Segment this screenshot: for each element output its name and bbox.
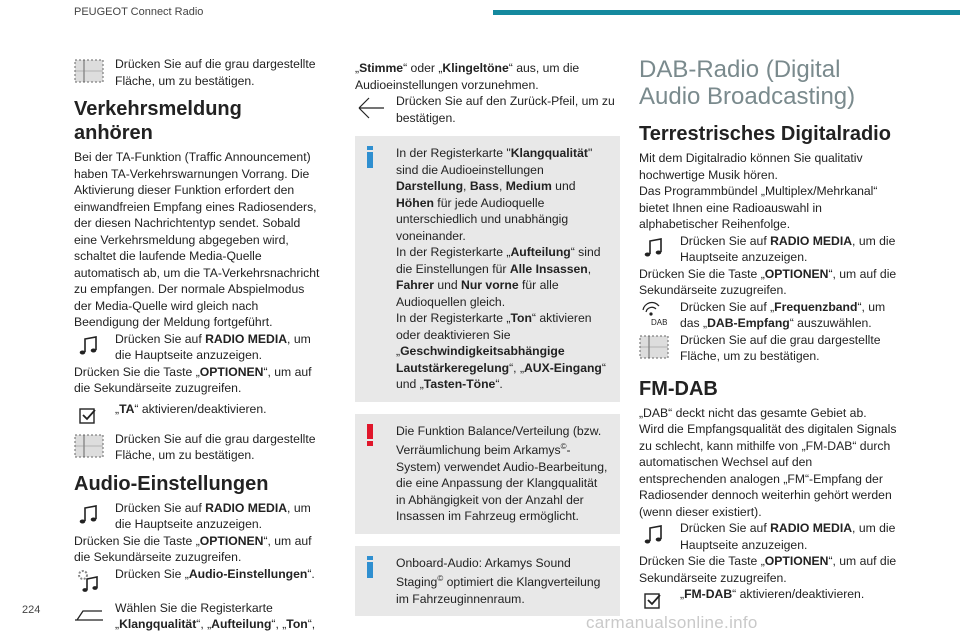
page-number: 224: [22, 604, 41, 616]
options-text: Drücken Sie die Taste „OPTIONEN“, um auf die Sekundärseite zuzugreifen.: [74, 364, 312, 395]
instruction-grey-area-2: Drücken Sie auf die grau dargestellte Fläche, um zu bestätigen.: [74, 431, 324, 464]
music-note-icon: [74, 331, 104, 361]
column-middle: [355, 60, 620, 616]
instruction-radio-media: Drücken Sie auf RADIO MEDIA, um die Hauptseite anzuzeigen.: [74, 331, 324, 364]
svg-text:DAB: DAB: [651, 317, 668, 327]
info-note-audio: In der Registerkarte "Klangqualität" sind die Audioeinstellungen Darstellung, Bass, Medium und Höhen für jede Audioquelle unterschiedlich und unabhängig voneinander. In der Registerkarte „Aufteilung“ sind die Einstellungen für Alle Insassen, Fahrer und Nur vorne für alle Audioquellen gleich. In der Registerkarte „Ton“ aktivieren oder deaktivieren Sie „Geschwindigkeitsabhängige Lautstärkeregelung“, „AUX-Eingang“ und „Tasten-Töne“.: [355, 136, 620, 402]
music-note-icon: [639, 520, 669, 550]
options-text-2: Drücken Sie die Taste „OPTIONEN“, um auf die Sekundärseite zuzugreifen.: [74, 533, 312, 564]
header-accent-bar: [493, 10, 960, 15]
options-text-4: Drücken Sie die Taste „OPTIONEN“, um auf die Sekundärseite zuzugreifen.: [639, 554, 897, 585]
instruction-select-tab: Wählen Sie die Registerkarte „Klangqualität“, „Aufteilung“, „Ton“,: [74, 600, 324, 633]
back-arrow-icon: [355, 93, 385, 123]
heading-audio: Audio-Einstellungen: [74, 472, 269, 495]
running-header: PEUGEOT Connect Radio: [74, 6, 204, 18]
column-left: [74, 56, 324, 633]
instruction-back-arrow: Drücken Sie auf den Zurück-Pfeil, um zu bestätigen.: [355, 93, 620, 126]
continued-text: „Stimme“ oder „Klingeltöne“ aus, um die Audioeinstellungen vorzunehmen.: [355, 61, 580, 92]
heading-terrestrial: Terrestrisches Digitalradio: [639, 123, 891, 145]
music-note-icon: [74, 500, 104, 530]
grey-area-icon: [639, 332, 669, 362]
settings-music-icon: [74, 566, 104, 596]
instruction-radio-media-4: Drücken Sie auf RADIO MEDIA, um die Hauptseite anzuzeigen.: [639, 520, 901, 553]
traffic-paragraph: Bei der TA-Funktion (Traffic Announcement) haben TA-Verkehrswarnungen Vorrang. Die Aktivierung dieser Funktion erfordert den einwandfreien Empfang eines Radiosenders, der diesen Nachrichtentyp sendet. Sobald eine Verkehrsmeldung abgegeben wird, schaltet die laufende Media-Quelle automatisch ab, um die TA-Verkehrsnachricht zu empfangen. Der normale Abspielmodus der Media-Quelle wird gleich nach Beendigung der Meldung fortgeführt.: [74, 150, 320, 329]
dab-signal-icon: [639, 299, 669, 329]
checkbox-icon: [639, 586, 669, 616]
instruction-fmdab-toggle: „FM-DAB“ aktivieren/deaktivieren.: [639, 586, 901, 610]
terrestrial-paragraph: Mit dem Digitalradio können Sie qualitativ hochwertige Musik hören. Das Programmbündel „Multiplex/Mehrkanal“ bietet Ihnen eine Radioauswahl in alphabetischer Reihenfolge.: [639, 151, 878, 231]
instruction-audio-settings: Drücken Sie „Audio-Einstellungen“.: [74, 566, 324, 590]
warning-note-balance: Die Funktion Balance/Verteilung (bzw. Verräumlichung beim Arkamys©-System) verwendet Audio-Bearbeitung, die eine Anpassung der Klangqualität in Abhängigkeit von der Anzahl der Insassen im Fahrzeug ermöglicht.: [355, 414, 620, 534]
instruction-grey-area: Drücken Sie auf die grau dargestellte Fläche, um zu bestätigen.: [74, 56, 324, 89]
heading-fmdab: FM-DAB: [639, 377, 718, 400]
warning-icon: [367, 424, 373, 446]
instruction-ta-toggle: „TA“ aktivieren/deaktivieren.: [74, 401, 324, 425]
column-right: [639, 56, 901, 610]
info-icon: [367, 556, 373, 578]
heading-traffic: Verkehrsmeldung anhören: [74, 98, 242, 144]
instruction-grey-area-3: Drücken Sie auf die grau dargestellte Fläche, um zu bestätigen.: [639, 332, 901, 365]
music-note-icon: [639, 233, 669, 263]
watermark: carmanualsonline.info: [586, 613, 758, 632]
instruction-radio-media-3: Drücken Sie auf RADIO MEDIA, um die Hauptseite anzuzeigen.: [639, 233, 901, 266]
tab-icon: [74, 600, 104, 630]
info-note-arkamys: Onboard-Audio: Arkamys Sound Staging© optimiert die Klangverteilung im Fahrzeuginnenraum.: [355, 546, 620, 617]
instruction-radio-media-2: Drücken Sie auf RADIO MEDIA, um die Hauptseite anzuzeigen.: [74, 500, 324, 533]
grey-area-icon: [74, 56, 104, 86]
options-text-3: Drücken Sie die Taste „OPTIONEN“, um auf die Sekundärseite zuzugreifen.: [639, 266, 897, 297]
checkbox-icon: [74, 401, 104, 431]
fmdab-paragraph: „DAB“ deckt nicht das gesamte Gebiet ab. Wird die Empfangsqualität des digitalen Signals zu schlecht, kann mithilfe von „FM-DAB“ durch automatischen Wechsel auf den entsprechenden analogen „FM“-Empfang der Radiosender dennoch weiterhin gehört werden (wenn dieser existiert).: [639, 405, 897, 519]
info-icon: [367, 146, 373, 168]
grey-area-icon: [74, 431, 104, 461]
heading-dab: DAB-Radio (Digital Audio Broadcasting): [639, 56, 856, 110]
instruction-frequency-band: DAB Drücken Sie auf „Frequenzband“, um das „DAB-Empfang“ auszuwählen.: [639, 299, 901, 332]
